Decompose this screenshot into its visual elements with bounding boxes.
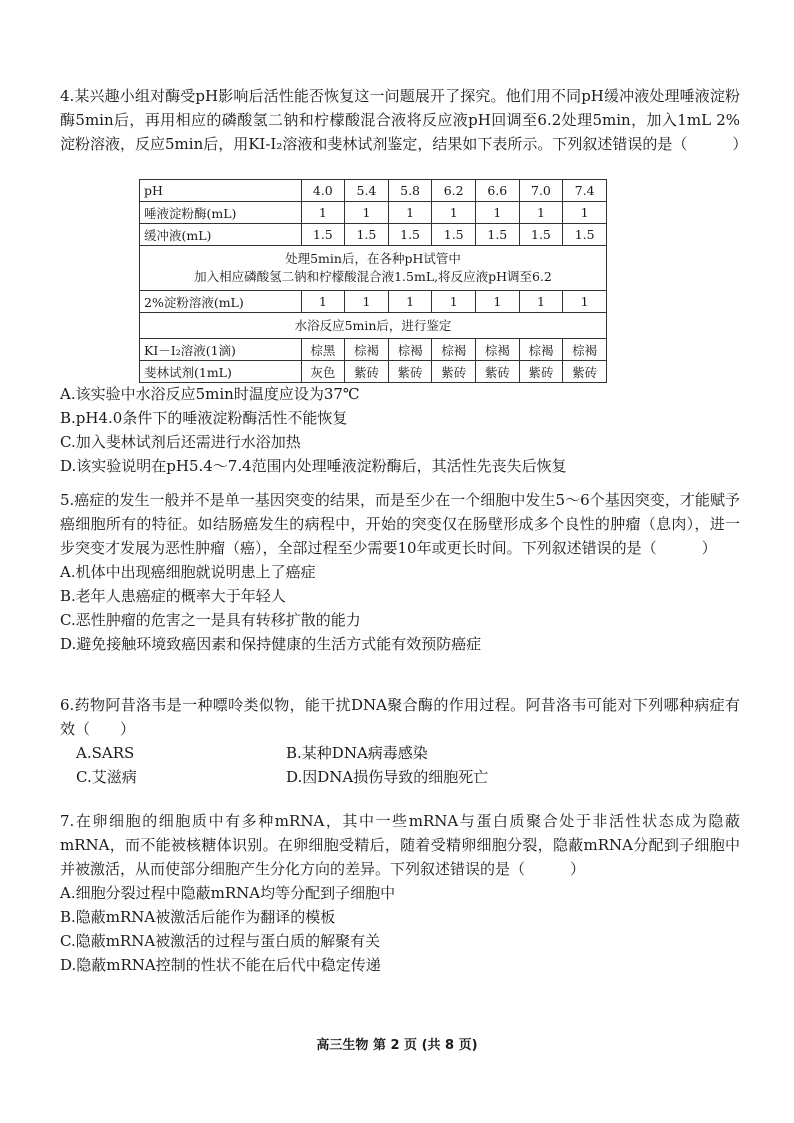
step1-line1: 处理5min后，在各种pH试管中 xyxy=(285,251,461,266)
buffer-cell: 1.5 xyxy=(476,224,520,246)
question-6-options-row-1 xyxy=(76,741,740,765)
question-7-stem: 7.在卵细胞的细胞质中有多种mRNA，其中一些mRNA与蛋白质聚合处于非活性状态成为隐蔽mRNA，而不能被核糖体识别。在卵细胞受精后，随着受精卵细胞分裂，隐蔽mRNA分配到子细胞中并被激活，从而使部分细胞产生分化方向的差异。下列叙述错误的是（ ） xyxy=(60,812,740,878)
starch-cell: 1 xyxy=(519,291,563,313)
fehling-cell: 紫砖 xyxy=(388,361,432,383)
question-7-option-c[interactable]: C.隐蔽mRNA被激活的过程与蛋白质的解聚有关 xyxy=(60,932,381,950)
starch-cell: 1 xyxy=(476,291,520,313)
table-row-step2 xyxy=(140,313,607,339)
table-row-step1 xyxy=(140,246,607,291)
fehling-cell: 紫砖 xyxy=(432,361,476,383)
ph-cell: 6.2 xyxy=(432,180,476,202)
question-4 xyxy=(60,84,748,156)
buffer-cell: 1.5 xyxy=(301,224,345,246)
enzyme-cell: 1 xyxy=(519,202,563,224)
experiment-table xyxy=(139,179,607,383)
question-7-option-b[interactable]: B.隐蔽mRNA被激活后能作为翻译的模板 xyxy=(60,908,336,926)
starch-cell: 1 xyxy=(301,291,345,313)
buffer-cell: 1.5 xyxy=(345,224,389,246)
enzyme-cell: 1 xyxy=(345,202,389,224)
fehling-cell: 紫砖 xyxy=(519,361,563,383)
question-5-option-d[interactable]: D.避免接触环境致癌因素和保持健康的生活方式能有效预防癌症 xyxy=(60,635,482,653)
starch-cell: 1 xyxy=(432,291,476,313)
ph-cell: 5.8 xyxy=(388,180,432,202)
buffer-cell: 1.5 xyxy=(432,224,476,246)
question-7-option-d[interactable]: D.隐蔽mRNA控制的性状不能在后代中稳定传递 xyxy=(60,956,381,974)
fehling-cell: 紫砖 xyxy=(476,361,520,383)
page-footer: 高三生物 第 2 页 (共 8 页) xyxy=(316,1038,478,1053)
buffer-cell: 1.5 xyxy=(519,224,563,246)
question-5-stem: 5.癌症的发生一般并不是单一基因突变的结果，而是至少在一个细胞中发生5～6个基因突变，才能赋予癌细胞所有的特征。如结肠癌发生的病程中，开始的突变仅在肠壁形成多个良性的肿瘤（息肉），进一步突变才发展为恶性肿瘤（癌），全部过程至少需要10年或更长时间。下列叙述错误的是（ ） xyxy=(60,491,740,557)
question-6-option-a[interactable]: A.SARS xyxy=(76,744,135,762)
question-6-option-d[interactable]: D.因DNA损伤导致的细胞死亡 xyxy=(286,768,489,786)
ph-cell: 7.4 xyxy=(563,180,607,202)
step1-instruction xyxy=(140,246,607,291)
fehling-cell: 紫砖 xyxy=(345,361,389,383)
question-6-stem: 6.药物阿昔洛韦是一种嘌呤类似物，能干扰DNA聚合酶的作用过程。阿昔洛韦可能对下列哪种病症有效（ ） xyxy=(60,696,740,738)
enzyme-cell: 1 xyxy=(388,202,432,224)
question-7-option-a[interactable]: A.细胞分裂过程中隐蔽mRNA均等分配到子细胞中 xyxy=(60,884,396,902)
question-6-options-row-2 xyxy=(76,765,740,789)
question-5 xyxy=(60,488,740,656)
row-label-enzyme: 唾液淀粉酶(mL) xyxy=(140,202,302,224)
row-label-ki: KI－I₂溶液(1滴) xyxy=(140,339,302,361)
starch-cell: 1 xyxy=(345,291,389,313)
ph-cell: 4.0 xyxy=(301,180,345,202)
ph-cell: 5.4 xyxy=(345,180,389,202)
enzyme-cell: 1 xyxy=(563,202,607,224)
table-row-ki xyxy=(140,339,607,361)
starch-cell: 1 xyxy=(563,291,607,313)
starch-cell: 1 xyxy=(388,291,432,313)
enzyme-cell: 1 xyxy=(301,202,345,224)
row-label-fehling: 斐林试剂(1mL) xyxy=(140,361,302,383)
ki-cell: 棕褐 xyxy=(345,339,389,361)
ki-cell: 棕黑 xyxy=(301,339,345,361)
fehling-cell: 灰色 xyxy=(301,361,345,383)
table-row-fehling xyxy=(140,361,607,383)
question-4-options xyxy=(60,382,740,478)
table-row-buffer xyxy=(140,224,607,246)
ph-cell: 6.6 xyxy=(476,180,520,202)
buffer-cell: 1.5 xyxy=(563,224,607,246)
question-5-option-c[interactable]: C.恶性肿瘤的危害之一是具有转移扩散的能力 xyxy=(60,611,361,629)
row-label-buffer: 缓冲液(mL) xyxy=(140,224,302,246)
question-4-stem: 4.某兴趣小组对酶受pH影响后活性能否恢复这一问题展开了探究。他们用不同pH缓冲液处理唾液淀粉酶5min后，再用相应的磷酸氢二钠和柠檬酸混合液将反应液pH回调至6.2处理5min，加入1mL 2%淀粉溶液，反应5min后，用KI-I₂溶液和斐林试剂鉴定，结果如下表所示。下列叙述错误的是（ ） xyxy=(60,87,748,153)
enzyme-cell: 1 xyxy=(432,202,476,224)
question-4-option-b[interactable]: B.pH4.0条件下的唾液淀粉酶活性不能恢复 xyxy=(60,409,348,427)
question-6 xyxy=(60,693,740,789)
table-row-enzyme xyxy=(140,202,607,224)
ki-cell: 棕褐 xyxy=(476,339,520,361)
ki-cell: 棕褐 xyxy=(432,339,476,361)
question-5-option-a[interactable]: A.机体中出现癌细胞就说明患上了癌症 xyxy=(60,563,316,581)
ph-cell: 7.0 xyxy=(519,180,563,202)
ki-cell: 棕褐 xyxy=(388,339,432,361)
ki-cell: 棕褐 xyxy=(563,339,607,361)
row-label-starch: 2%淀粉溶液(mL) xyxy=(140,291,302,313)
fehling-cell: 紫砖 xyxy=(563,361,607,383)
question-5-option-b[interactable]: B.老年人患癌症的概率大于年轻人 xyxy=(60,587,286,605)
question-7 xyxy=(60,809,740,977)
ki-cell: 棕褐 xyxy=(519,339,563,361)
question-6-option-c[interactable]: C.艾滋病 xyxy=(76,768,137,786)
row-label-ph: pH xyxy=(140,180,302,202)
enzyme-cell: 1 xyxy=(476,202,520,224)
step1-line2: 加入相应磷酸氢二钠和柠檬酸混合液1.5mL,将反应液pH调至6.2 xyxy=(194,269,552,284)
question-4-option-d[interactable]: D.该实验说明在pH5.4～7.4范围内处理唾液淀粉酶后，其活性先丧失后恢复 xyxy=(60,457,567,475)
question-4-option-c[interactable]: C.加入斐林试剂后还需进行水浴加热 xyxy=(60,433,301,451)
table-row-starch xyxy=(140,291,607,313)
question-4-option-a[interactable]: A.该实验中水浴反应5min时温度应设为37℃ xyxy=(60,385,360,403)
step2-instruction: 水浴反应5min后，进行鉴定 xyxy=(140,313,607,339)
question-6-option-b[interactable]: B.某种DNA病毒感染 xyxy=(286,744,428,762)
buffer-cell: 1.5 xyxy=(388,224,432,246)
table-row-ph xyxy=(140,180,607,202)
